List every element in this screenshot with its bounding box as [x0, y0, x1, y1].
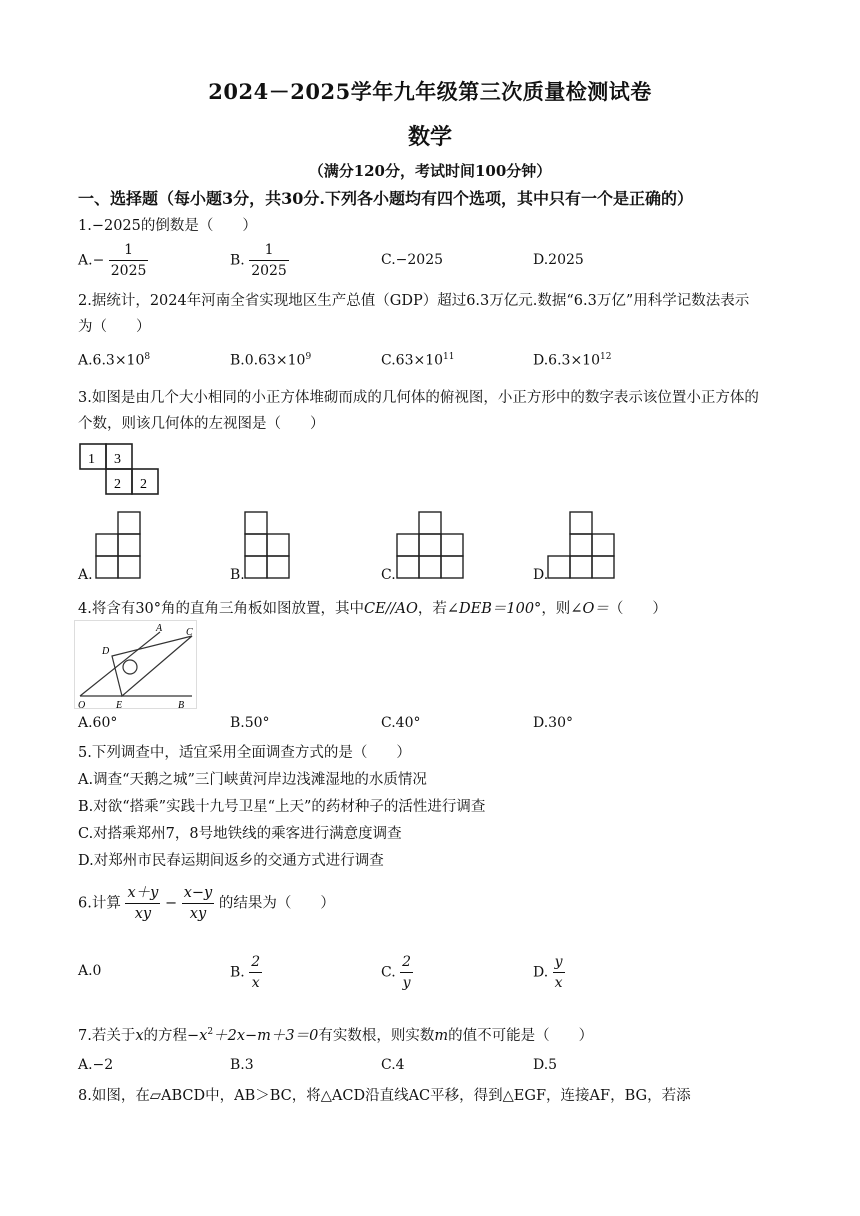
exam-title: 2024－2025学年九年级第三次质量检测试卷 [208, 79, 652, 104]
q3-option-d-figure [546, 511, 616, 581]
section-heading: 一、选择题（每小题3分，共30分.下列各小题均有四个选项，其中只有一个是正确的） [78, 189, 693, 208]
q5-option-b: B.对欲“搭乘”实践十九号卫星“上天”的药材种子的活性进行调查 [78, 799, 486, 815]
q3-option-c-figure [395, 511, 465, 581]
q1-option-a: A.− $\frac{1}{2025}$ [78, 242, 147, 279]
q3-option-d-label: D. [533, 567, 549, 583]
q4-option-b: B.50° [230, 715, 270, 731]
q7-option-a: A.−2 [78, 1057, 114, 1073]
q5-option-d: D.对郑州市民春运期间返乡的交通方式进行调查 [78, 853, 384, 869]
q4-option-c: C.40° [381, 715, 421, 731]
q3-option-c-label: C. [381, 567, 396, 583]
q3-option-b-figure [243, 511, 291, 581]
svg-text:A: A [156, 623, 163, 634]
q3-option-a-figure [94, 511, 142, 581]
q2-option-d: $D.6.3\times 10^{12}$ [533, 352, 612, 369]
q1-option-b: B. $\frac{1}{2025}$ [230, 242, 287, 279]
q4-option-a: A.60° [78, 715, 118, 731]
q1-option-c: C.−2025 [381, 252, 444, 268]
q3-option-b-label: B. [230, 567, 245, 583]
exam-note: （满分120分，考试时间100分钟） [308, 162, 552, 180]
q6-stem: 6.计算 $\frac{x+y}{xy}$ − $\frac{x-y}{xy}$ 的结果为（ ） [78, 885, 335, 922]
top-view-num-2: 3 [114, 452, 121, 467]
q2-stem-line2: 为（ ） [78, 319, 151, 335]
q4-stem: 4.将含有30°角的直角三角板如图放置，其中CE//AO，若∠DEB＝100°，则∠O＝（ ） [78, 601, 667, 617]
q5-option-a: A.调查“天鹅之城”三门峡黄河岸边浅滩湿地的水质情况 [78, 772, 427, 788]
q6-option-a: A.0 [78, 963, 102, 979]
top-view-num-1: 1 [88, 452, 95, 467]
q5-option-c: C.对搭乘郑州7，8号地铁线的乘客进行满意度调查 [78, 826, 402, 842]
q1-option-d: D.2025 [533, 252, 584, 268]
q1-stem: 1.−2025的倒数是（ ） [78, 218, 257, 234]
q8-stem: 8.如图，在▱ABCD中，AB＞BC，将△ACD沿直线AC平移，得到△EGF，连接AF，BG，若添 [78, 1088, 691, 1104]
q2-stem-line1: 2.据统计，2024年河南全省实现地区生产总值（GDP）超过6.3万亿元.数据“6.3万亿”用科学记数法表示 [78, 293, 750, 309]
q6-option-d: D. $\frac{y}{x}$ [533, 954, 563, 991]
q3-stem-line1: 3.如图是由几个大小相同的小正方体堆砌而成的几何体的俯视图，小正方形中的数字表示该位置小正方体的 [78, 390, 759, 406]
svg-text:O: O [78, 700, 86, 710]
triangle-plate [112, 636, 192, 696]
q7-stem: 7.若关于x的方程$-x^2+2x-m+3=0$有实数根，则实数m的值不可能是（ ） [78, 1027, 594, 1044]
q7-option-c: C.4 [381, 1057, 405, 1073]
svg-text:E: E [116, 700, 123, 710]
q6-option-b: B. $\frac{2}{x}$ [230, 954, 261, 991]
svg-text:B: B [178, 700, 185, 710]
q2-option-a: $A.6.3\times 10^8$ [78, 352, 151, 369]
q4-option-d: D.30° [533, 715, 573, 731]
plate-hole [123, 660, 137, 674]
top-view-num-4: 2 [140, 477, 147, 492]
svg-text:C: C [186, 627, 193, 638]
q7-option-d: D.5 [533, 1057, 558, 1073]
q3-stem-line2: 个数，则该几何体的左视图是（ ） [78, 416, 325, 432]
q7-option-b: B.3 [230, 1057, 254, 1073]
q6-option-c: C. $\frac{2}{y}$ [381, 954, 412, 991]
top-view-num-3: 2 [114, 477, 121, 492]
q4-figure [74, 620, 198, 710]
subject-title: 数学 [407, 124, 452, 150]
q3-top-view-figure [78, 442, 162, 498]
q2-option-b: $B.0.63\times 10^9$ [230, 352, 312, 369]
q3-option-a-label: A. [78, 567, 93, 583]
q5-stem: 5.下列调查中，适宜采用全面调查方式的是（ ） [78, 745, 411, 761]
q2-option-c: $C.63\times 10^{11}$ [381, 352, 455, 369]
svg-text:D: D [102, 646, 110, 657]
